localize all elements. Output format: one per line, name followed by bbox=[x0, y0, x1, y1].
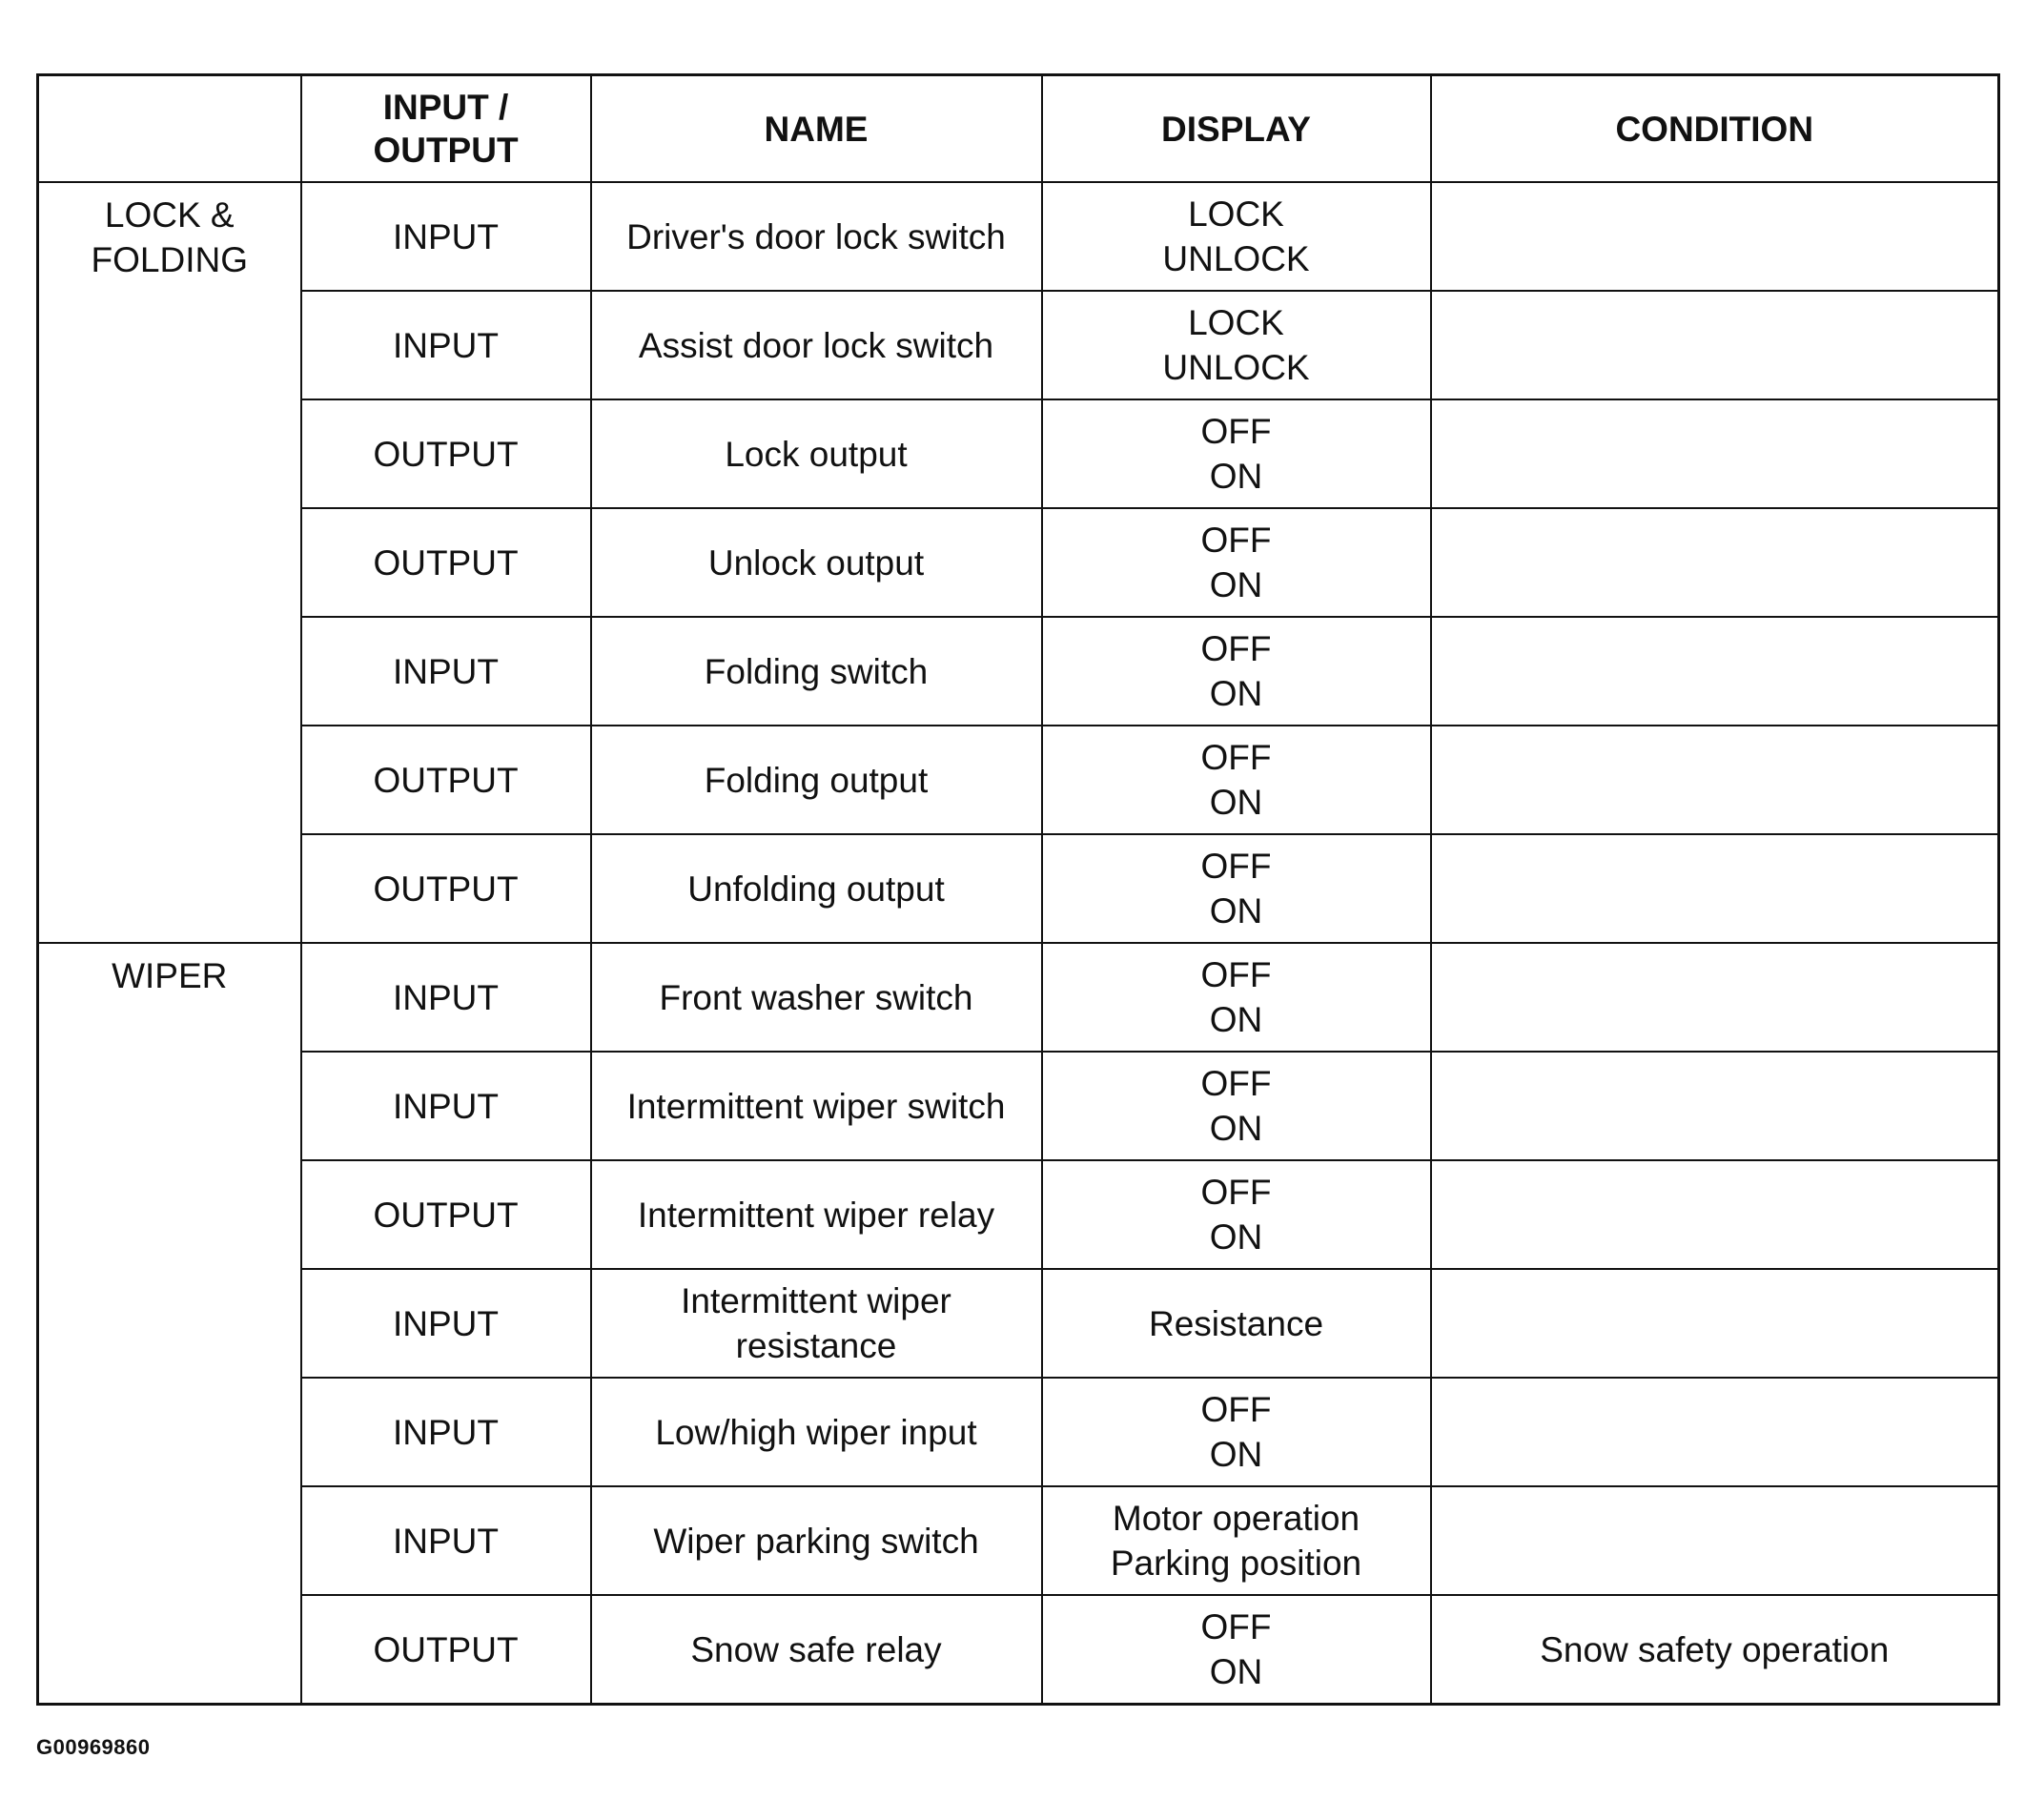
display-cell: LOCK UNLOCK bbox=[1042, 291, 1431, 399]
condition-cell bbox=[1431, 1378, 1999, 1486]
name-cell: Intermittent wiper resistance bbox=[591, 1269, 1042, 1378]
io-cell: INPUT bbox=[301, 1269, 591, 1378]
header-input-output: INPUT / OUTPUT bbox=[301, 75, 591, 183]
display-cell: OFF ON bbox=[1042, 399, 1431, 508]
name-cell: Front washer switch bbox=[591, 943, 1042, 1052]
table-row bbox=[38, 1269, 1999, 1378]
condition-cell bbox=[1431, 1486, 1999, 1595]
table-row bbox=[38, 1378, 1999, 1486]
header-display: DISPLAY bbox=[1042, 75, 1431, 183]
condition-cell bbox=[1431, 1052, 1999, 1160]
io-specification-table bbox=[36, 73, 2000, 1706]
header-condition: CONDITION bbox=[1431, 75, 1999, 183]
condition-cell bbox=[1431, 834, 1999, 943]
display-cell: OFF ON bbox=[1042, 508, 1431, 617]
header-name: NAME bbox=[591, 75, 1042, 183]
io-cell: OUTPUT bbox=[301, 834, 591, 943]
condition-cell bbox=[1431, 182, 1999, 291]
table-row bbox=[38, 726, 1999, 834]
figure-id-caption: G00969860 bbox=[36, 1735, 151, 1759]
name-cell: Wiper parking switch bbox=[591, 1486, 1042, 1595]
condition-cell bbox=[1431, 508, 1999, 617]
table-row bbox=[38, 291, 1999, 399]
name-cell: Unfolding output bbox=[591, 834, 1042, 943]
condition-cell bbox=[1431, 291, 1999, 399]
io-cell: OUTPUT bbox=[301, 1160, 591, 1269]
header-group bbox=[38, 75, 301, 183]
name-cell: Intermittent wiper relay bbox=[591, 1160, 1042, 1269]
table-row bbox=[38, 1052, 1999, 1160]
group-wiper: WIPER bbox=[38, 943, 301, 1705]
display-cell: Motor operation Parking position bbox=[1042, 1486, 1431, 1595]
table-row bbox=[38, 834, 1999, 943]
display-cell: Resistance bbox=[1042, 1269, 1431, 1378]
io-cell: INPUT bbox=[301, 1378, 591, 1486]
table-row bbox=[38, 1486, 1999, 1595]
display-cell: OFF ON bbox=[1042, 1160, 1431, 1269]
condition-cell bbox=[1431, 1269, 1999, 1378]
condition-cell bbox=[1431, 943, 1999, 1052]
display-cell: OFF ON bbox=[1042, 1378, 1431, 1486]
name-cell: Assist door lock switch bbox=[591, 291, 1042, 399]
table-row bbox=[38, 943, 1999, 1052]
display-cell: LOCK UNLOCK bbox=[1042, 182, 1431, 291]
table-row bbox=[38, 182, 1999, 291]
table-row bbox=[38, 1595, 1999, 1705]
table-row bbox=[38, 399, 1999, 508]
io-cell: OUTPUT bbox=[301, 399, 591, 508]
name-cell: Snow safe relay bbox=[591, 1595, 1042, 1705]
name-cell: Low/high wiper input bbox=[591, 1378, 1042, 1486]
name-cell: Driver's door lock switch bbox=[591, 182, 1042, 291]
display-cell: OFF ON bbox=[1042, 726, 1431, 834]
io-cell: INPUT bbox=[301, 1052, 591, 1160]
io-cell: OUTPUT bbox=[301, 726, 591, 834]
condition-cell: Snow safety operation bbox=[1431, 1595, 1999, 1705]
display-cell: OFF ON bbox=[1042, 617, 1431, 726]
name-cell: Intermittent wiper switch bbox=[591, 1052, 1042, 1160]
condition-cell bbox=[1431, 1160, 1999, 1269]
io-cell: INPUT bbox=[301, 291, 591, 399]
display-cell: OFF ON bbox=[1042, 834, 1431, 943]
io-cell: OUTPUT bbox=[301, 1595, 591, 1705]
display-cell: OFF ON bbox=[1042, 1595, 1431, 1705]
io-cell: OUTPUT bbox=[301, 508, 591, 617]
condition-cell bbox=[1431, 617, 1999, 726]
condition-cell bbox=[1431, 726, 1999, 834]
io-cell: INPUT bbox=[301, 943, 591, 1052]
display-cell: OFF ON bbox=[1042, 943, 1431, 1052]
condition-cell bbox=[1431, 399, 1999, 508]
name-cell: Folding output bbox=[591, 726, 1042, 834]
name-cell: Lock output bbox=[591, 399, 1042, 508]
name-cell: Unlock output bbox=[591, 508, 1042, 617]
header-row bbox=[38, 75, 1999, 183]
table-row bbox=[38, 508, 1999, 617]
io-cell: INPUT bbox=[301, 1486, 591, 1595]
io-cell: INPUT bbox=[301, 617, 591, 726]
table-row bbox=[38, 617, 1999, 726]
io-cell: INPUT bbox=[301, 182, 591, 291]
display-cell: OFF ON bbox=[1042, 1052, 1431, 1160]
table-row bbox=[38, 1160, 1999, 1269]
group-lock-folding: LOCK & FOLDING bbox=[38, 182, 301, 943]
name-cell: Folding switch bbox=[591, 617, 1042, 726]
